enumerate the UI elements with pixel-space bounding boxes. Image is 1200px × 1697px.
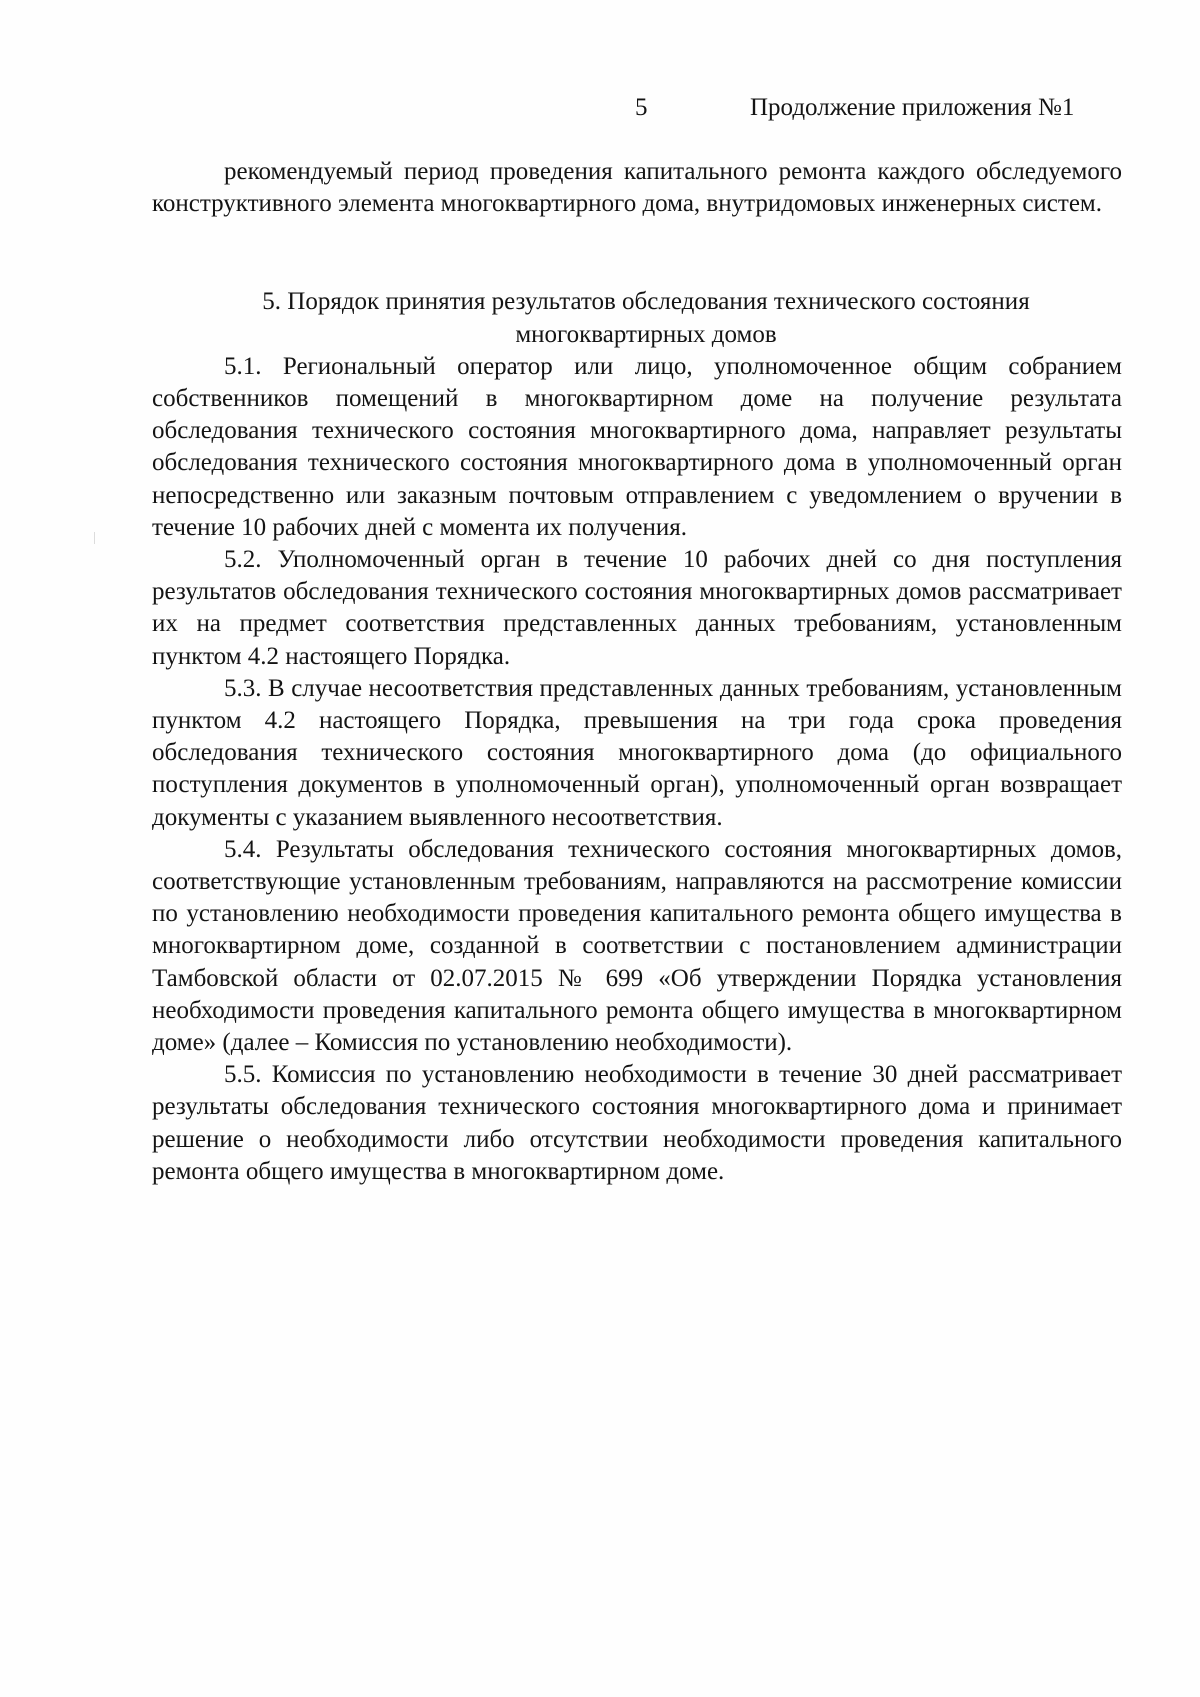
paragraph-5-2: 5.2. Уполномоченный орган в течение 10 рабочих дней со дня поступления результатов обследования технического состояния многоквартирных домов рассматривает их на предмет соответствия представленных данных требованиям, установленным пунктом 4.2 настоящего Порядка. [152,546,1122,670]
page-number: 5 [635,94,648,121]
section-title-line-1: 5. Порядок принятия результатов обследования технического состояния [262,288,1030,316]
appendix-continuation-label: Продолжение приложения №1 [750,94,1075,121]
paragraph-5-4: 5.4. Результаты обследования технического состояния многоквартирных домов, соответствующие установленным требованиям, направляются на рассмотрение комиссии по установлению необходимости проведения капитального ремонта общего имущества в многоквартирном доме, созданной в соответствии с постановлением администрации Тамбовской области от 02.07.2015 № 699 «Об утверждении Порядка установления необходимости проведения капитального ремонта общего имущества в многоквартирном доме» (далее – Комиссия по установлению необходимости). [152,835,1122,1057]
paragraph-5-5: 5.5. Комиссия по установлению необходимости в течение 30 дней рассматривает результаты обследования технического состояния многоквартирного дома и принимает решение о необходимости либо отсутствии необходимости проведения капитального ремонта общего имущества в многоквартирном доме. [152,1061,1122,1185]
paragraph-5-1: 5.1. Региональный оператор или лицо, уполномоченное общим собранием собственников помещений в многоквартирном доме на получение результата обследования технического состояния многоквартирного дома, направляет результаты обследования технического состояния многоквартирного дома в уполномоченный орган непосредственно или заказным почтовым отправлением с уведомлением о вручении в течение 10 рабочих дней с момента их получения. [152,352,1122,541]
section-title [152,286,1122,350]
paragraph-5-3: 5.3. В случае несоответствия представленных данных требованиям, установленным пунктом 4.2 настоящего Порядка, превышения на три года срока проведения обследования технического состояния многоквартирного дома (до официального поступления документов в уполномоченный орган), уполномоченный орган возвращает документы с указанием выявленного несоответствия. [152,674,1122,831]
section-title-line-2: многоквартирных домов [515,320,777,348]
intro-paragraph: рекомендуемый период проведения капитального ремонта каждого обследуемого конструктивного элемента многоквартирного дома, внутридомовых инженерных систем. [152,158,1122,218]
margin-mark [94,532,95,544]
document-body [152,156,1122,1188]
page-header [0,92,1200,132]
